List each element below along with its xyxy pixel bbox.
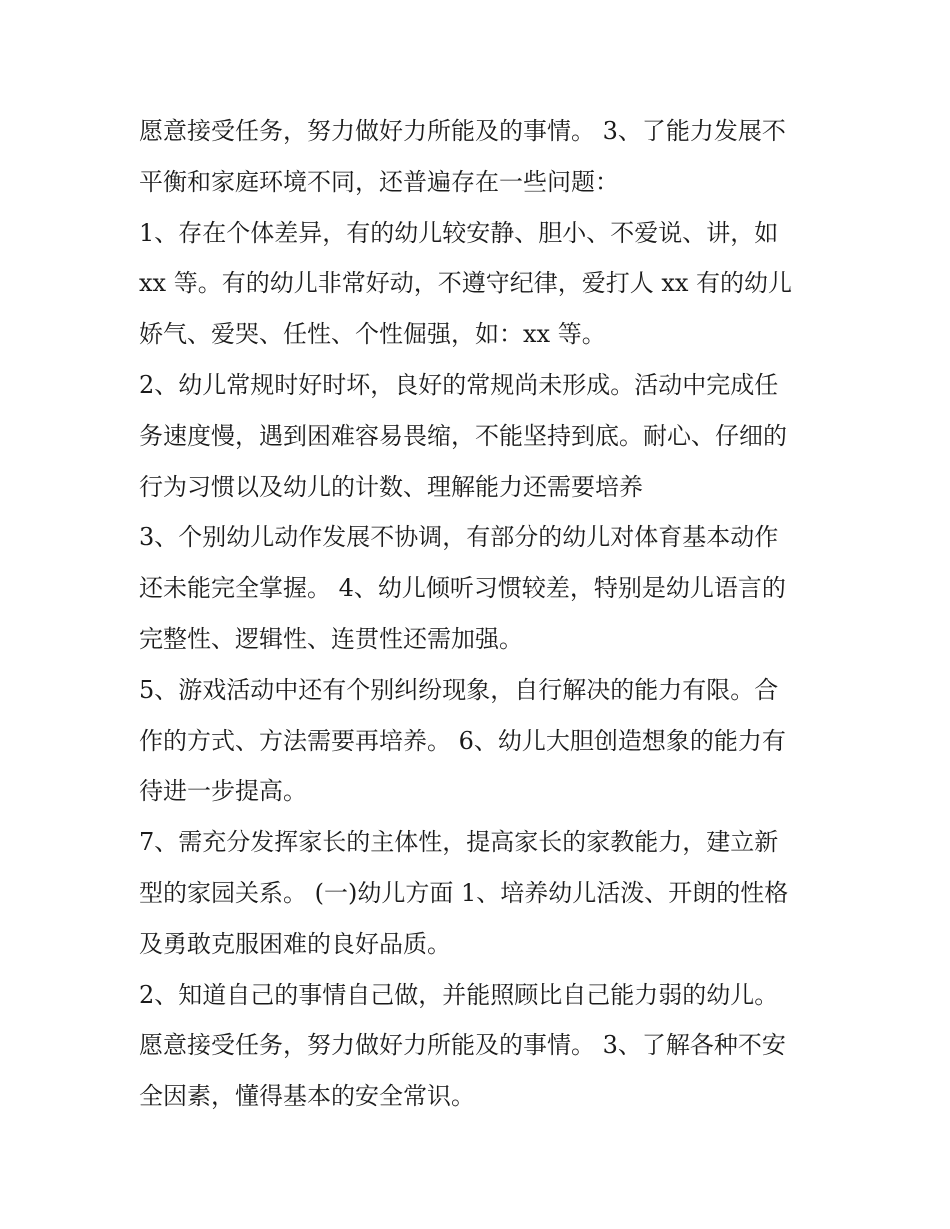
text-line: 作的方式、方法需要再培养。 6、幼儿大胆创造想象的能力有: [139, 726, 786, 755]
text-line: 待进一步提高。: [139, 777, 307, 806]
text-line: 愿意接受任务，努力做好力所能及的事情。 3、了解各种不安: [139, 1031, 786, 1060]
text-line: xx 等。有的幼儿非常好动，不遵守纪律，爱打人 xx 有的幼儿: [139, 269, 793, 298]
text-line: 2、幼儿常规时好时坏，良好的常规尚未形成。活动中完成任: [139, 370, 779, 399]
text-line: 还未能完全掌握。 4、幼儿倾听习惯较差，特别是幼儿语言的: [139, 574, 786, 603]
text-line: 型的家园关系。 (一)幼儿方面 1、培养幼儿活泼、开朗的性格: [139, 878, 789, 907]
text-line: 全因素，懂得基本的安全常识。: [139, 1082, 475, 1111]
text-line: 7、需充分发挥家长的主体性，提高家长的家教能力，建立新: [139, 828, 779, 857]
document-body: [139, 106, 819, 1122]
text-line: 3、个别幼儿动作发展不协调，有部分的幼儿对体育基本动作: [139, 523, 779, 552]
text-line: 娇气、爱哭、任性、个性倔强，如：xx 等。: [139, 320, 606, 349]
text-line: 行为习惯以及幼儿的计数、理解能力还需要培养: [139, 472, 643, 501]
text-line: 及勇敢克服困难的良好品质。: [139, 929, 451, 958]
text-line: 1、存在个体差异，有的幼儿较安静、胆小、不爱说、讲，如: [139, 218, 779, 247]
text-line: 5、游戏活动中还有个别纠纷现象，自行解决的能力有限。合: [139, 675, 779, 704]
text-line: 愿意接受任务，努力做好力所能及的事情。 3、了能力发展不: [139, 117, 786, 145]
text-line: 务速度慢，遇到困难容易畏缩，不能坚持到底。耐心、仔细的: [139, 421, 787, 450]
text-line: 平衡和家庭环境不同，还普遍存在一些问题：: [139, 167, 619, 196]
text-line: 2、知道自己的事情自己做，并能照顾比自己能力弱的幼儿。: [139, 980, 779, 1009]
text-line: 完整性、逻辑性、连贯性还需加强。: [139, 624, 523, 653]
